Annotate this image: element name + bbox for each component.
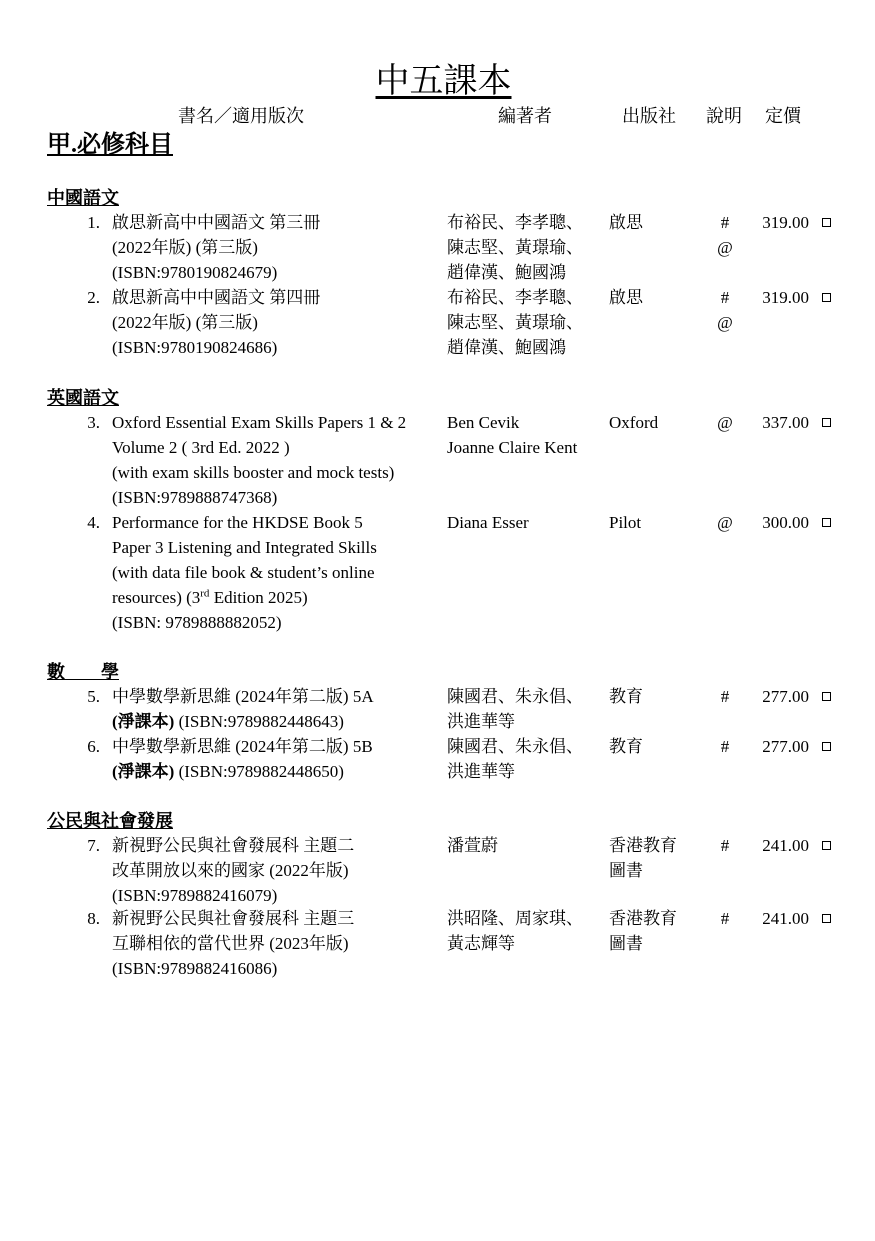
book-authors — [447, 410, 607, 460]
book-title — [112, 833, 442, 908]
author-line: 潘萱蔚 — [447, 836, 498, 855]
item-number: 6. — [87, 737, 100, 756]
note-mark: # — [720, 909, 730, 928]
publisher-line: 香港教育 — [609, 909, 677, 928]
book-line: 啟思新高中中國語文 第四冊 — [112, 288, 321, 307]
book-authors — [447, 285, 607, 360]
note-mark: @ — [717, 513, 733, 532]
note-mark: # — [720, 737, 730, 756]
book-notes — [710, 510, 740, 535]
book-publisher — [609, 734, 704, 759]
note-mark: # — [720, 836, 730, 855]
publisher-line: 教育 — [609, 687, 643, 706]
book-title — [112, 734, 442, 784]
book-line: 改革開放以來的國家 (2022年版) — [112, 861, 349, 880]
book-title — [112, 210, 442, 285]
publisher-line: 啟思 — [609, 288, 643, 307]
author-line: 趙偉漢、鮑國鴻 — [447, 263, 566, 282]
item-number: 8. — [87, 909, 100, 928]
book-line: 啟思新高中中國語文 第三冊 — [112, 213, 321, 232]
book-notes — [710, 285, 740, 335]
author-line: 洪進華等 — [447, 762, 515, 781]
publisher-line: Oxford — [609, 413, 659, 432]
book-publisher — [609, 285, 704, 310]
order-checkbox[interactable] — [822, 218, 831, 227]
book-authors — [447, 210, 607, 285]
book-price: 241.00 — [762, 836, 809, 855]
book-line: Oxford Essential Exam Skills Papers 1 & 2 — [112, 413, 407, 432]
book-title — [112, 906, 442, 981]
note-mark: @ — [717, 413, 733, 432]
publisher-line: 教育 — [609, 737, 643, 756]
order-checkbox[interactable] — [822, 418, 831, 427]
item-number: 5. — [87, 687, 100, 706]
author-line: 布裕民、李孝聰、 — [447, 213, 583, 232]
column-header-price: 定價 — [765, 106, 801, 126]
book-notes — [710, 734, 740, 759]
book-line — [112, 759, 442, 784]
book-authors — [447, 833, 607, 858]
book-line: Volume 2 ( 3rd Ed. 2022 ) — [112, 438, 290, 457]
book-price: 319.00 — [762, 213, 809, 232]
note-mark: # — [720, 687, 730, 706]
book-isbn: (ISBN:9789882448643) — [174, 712, 344, 731]
book-title — [112, 285, 442, 360]
book-title — [112, 410, 442, 510]
publisher-line: 香港教育 — [609, 836, 677, 855]
item-number: 4. — [87, 513, 100, 532]
page-title: 中五課本 — [375, 63, 512, 100]
book-isbn: (ISBN:9789888747368) — [112, 488, 278, 507]
book-line: 中學數學新思維 (2024年第二版) 5A — [112, 687, 374, 706]
author-line: 趙偉漢、鮑國鴻 — [447, 338, 566, 357]
item-number: 2. — [87, 288, 100, 307]
order-checkbox[interactable] — [822, 914, 831, 923]
column-header-author: 編著者 — [498, 106, 552, 126]
book-line: Performance for the HKDSE Book 5 — [112, 513, 363, 532]
book-price: 300.00 — [762, 513, 809, 532]
book-price: 277.00 — [762, 737, 809, 756]
column-header-publisher: 出版社 — [622, 106, 676, 126]
item-number: 1. — [87, 213, 100, 232]
author-line: Diana Esser — [447, 513, 529, 532]
column-header-book: 書名／適用版次 — [178, 106, 304, 126]
book-line: (2022年版) (第三版) — [112, 313, 258, 332]
author-line: 陳志堅、黃璟瑜、 — [447, 238, 583, 257]
book-authors — [447, 734, 607, 784]
book-line: Paper 3 Listening and Integrated Skills — [112, 538, 377, 557]
book-isbn: (ISBN:9789882448650) — [174, 762, 344, 781]
book-line: 新視野公民與社會發展科 主題二 — [112, 836, 355, 855]
book-line — [112, 585, 442, 610]
author-line: 洪進華等 — [447, 712, 515, 731]
order-checkbox[interactable] — [822, 518, 831, 527]
book-publisher — [609, 684, 704, 709]
book-price: 241.00 — [762, 909, 809, 928]
book-notes — [710, 906, 740, 931]
edition-text: resources) (3 — [112, 588, 201, 607]
subject-heading-math: 數 學 — [47, 662, 119, 682]
author-line: 陳國君、朱永倡、 — [447, 687, 583, 706]
book-authors — [447, 906, 607, 956]
order-checkbox[interactable] — [822, 692, 831, 701]
book-line: (with exam skills booster and mock tests) — [112, 463, 395, 482]
author-line: 陳志堅、黃璟瑜、 — [447, 313, 583, 332]
author-line: 陳國君、朱永倡、 — [447, 737, 583, 756]
plain-textbook-label: (淨課本) — [112, 762, 175, 781]
note-mark: # — [720, 213, 730, 232]
book-isbn: (ISBN: 9789888882052) — [112, 613, 282, 632]
item-number: 7. — [87, 836, 100, 855]
book-publisher — [609, 510, 704, 535]
publisher-line: Pilot — [609, 513, 642, 532]
column-header-note: 說明 — [706, 106, 742, 126]
publisher-line: 圖書 — [609, 934, 643, 953]
book-title — [112, 684, 442, 734]
note-mark: # — [720, 288, 730, 307]
edition-text-rest: Edition 2025) — [209, 588, 308, 607]
book-isbn: (ISBN:9789882416086) — [112, 959, 278, 978]
book-line — [112, 709, 442, 734]
edition-superscript: rd — [200, 587, 210, 600]
book-publisher — [609, 906, 704, 956]
author-line: 黃志輝等 — [447, 934, 515, 953]
book-isbn: (ISBN:9780190824679) — [112, 263, 278, 282]
subject-heading-english: 英國語文 — [47, 388, 119, 408]
note-mark: @ — [717, 238, 733, 257]
book-publisher — [609, 210, 704, 235]
author-line: Joanne Claire Kent — [447, 438, 578, 457]
section-title: 甲.必修科目 — [47, 132, 173, 158]
book-line: 新視野公民與社會發展科 主題三 — [112, 909, 355, 928]
book-notes — [710, 410, 740, 435]
author-line: Ben Cevik — [447, 413, 520, 432]
book-line: 互聯相依的當代世界 (2023年版) — [112, 934, 349, 953]
note-mark: @ — [717, 313, 733, 332]
book-line: 中學數學新思維 (2024年第二版) 5B — [112, 737, 373, 756]
book-line: (with data file book & student’s online — [112, 563, 375, 582]
subject-heading-citizenship: 公民與社會發展 — [47, 811, 173, 831]
book-authors — [447, 684, 607, 734]
author-line: 洪昭隆、周家琪、 — [447, 909, 583, 928]
book-price: 319.00 — [762, 288, 809, 307]
order-checkbox[interactable] — [822, 742, 831, 751]
book-publisher — [609, 410, 704, 435]
book-notes — [710, 210, 740, 260]
plain-textbook-label: (淨課本) — [112, 712, 175, 731]
book-notes — [710, 833, 740, 858]
publisher-line: 啟思 — [609, 213, 643, 232]
item-number: 3. — [87, 413, 100, 432]
book-line: (2022年版) (第三版) — [112, 238, 258, 257]
book-isbn: (ISBN:9789882416079) — [112, 886, 278, 905]
book-publisher — [609, 833, 704, 883]
order-checkbox[interactable] — [822, 841, 831, 850]
book-title — [112, 510, 442, 635]
book-price: 337.00 — [762, 413, 809, 432]
order-checkbox[interactable] — [822, 293, 831, 302]
publisher-line: 圖書 — [609, 861, 643, 880]
book-price: 277.00 — [762, 687, 809, 706]
subject-heading-chinese: 中國語文 — [47, 188, 119, 208]
author-line: 布裕民、李孝聰、 — [447, 288, 583, 307]
book-authors — [447, 510, 607, 535]
book-notes — [710, 684, 740, 709]
book-isbn: (ISBN:9780190824686) — [112, 338, 278, 357]
